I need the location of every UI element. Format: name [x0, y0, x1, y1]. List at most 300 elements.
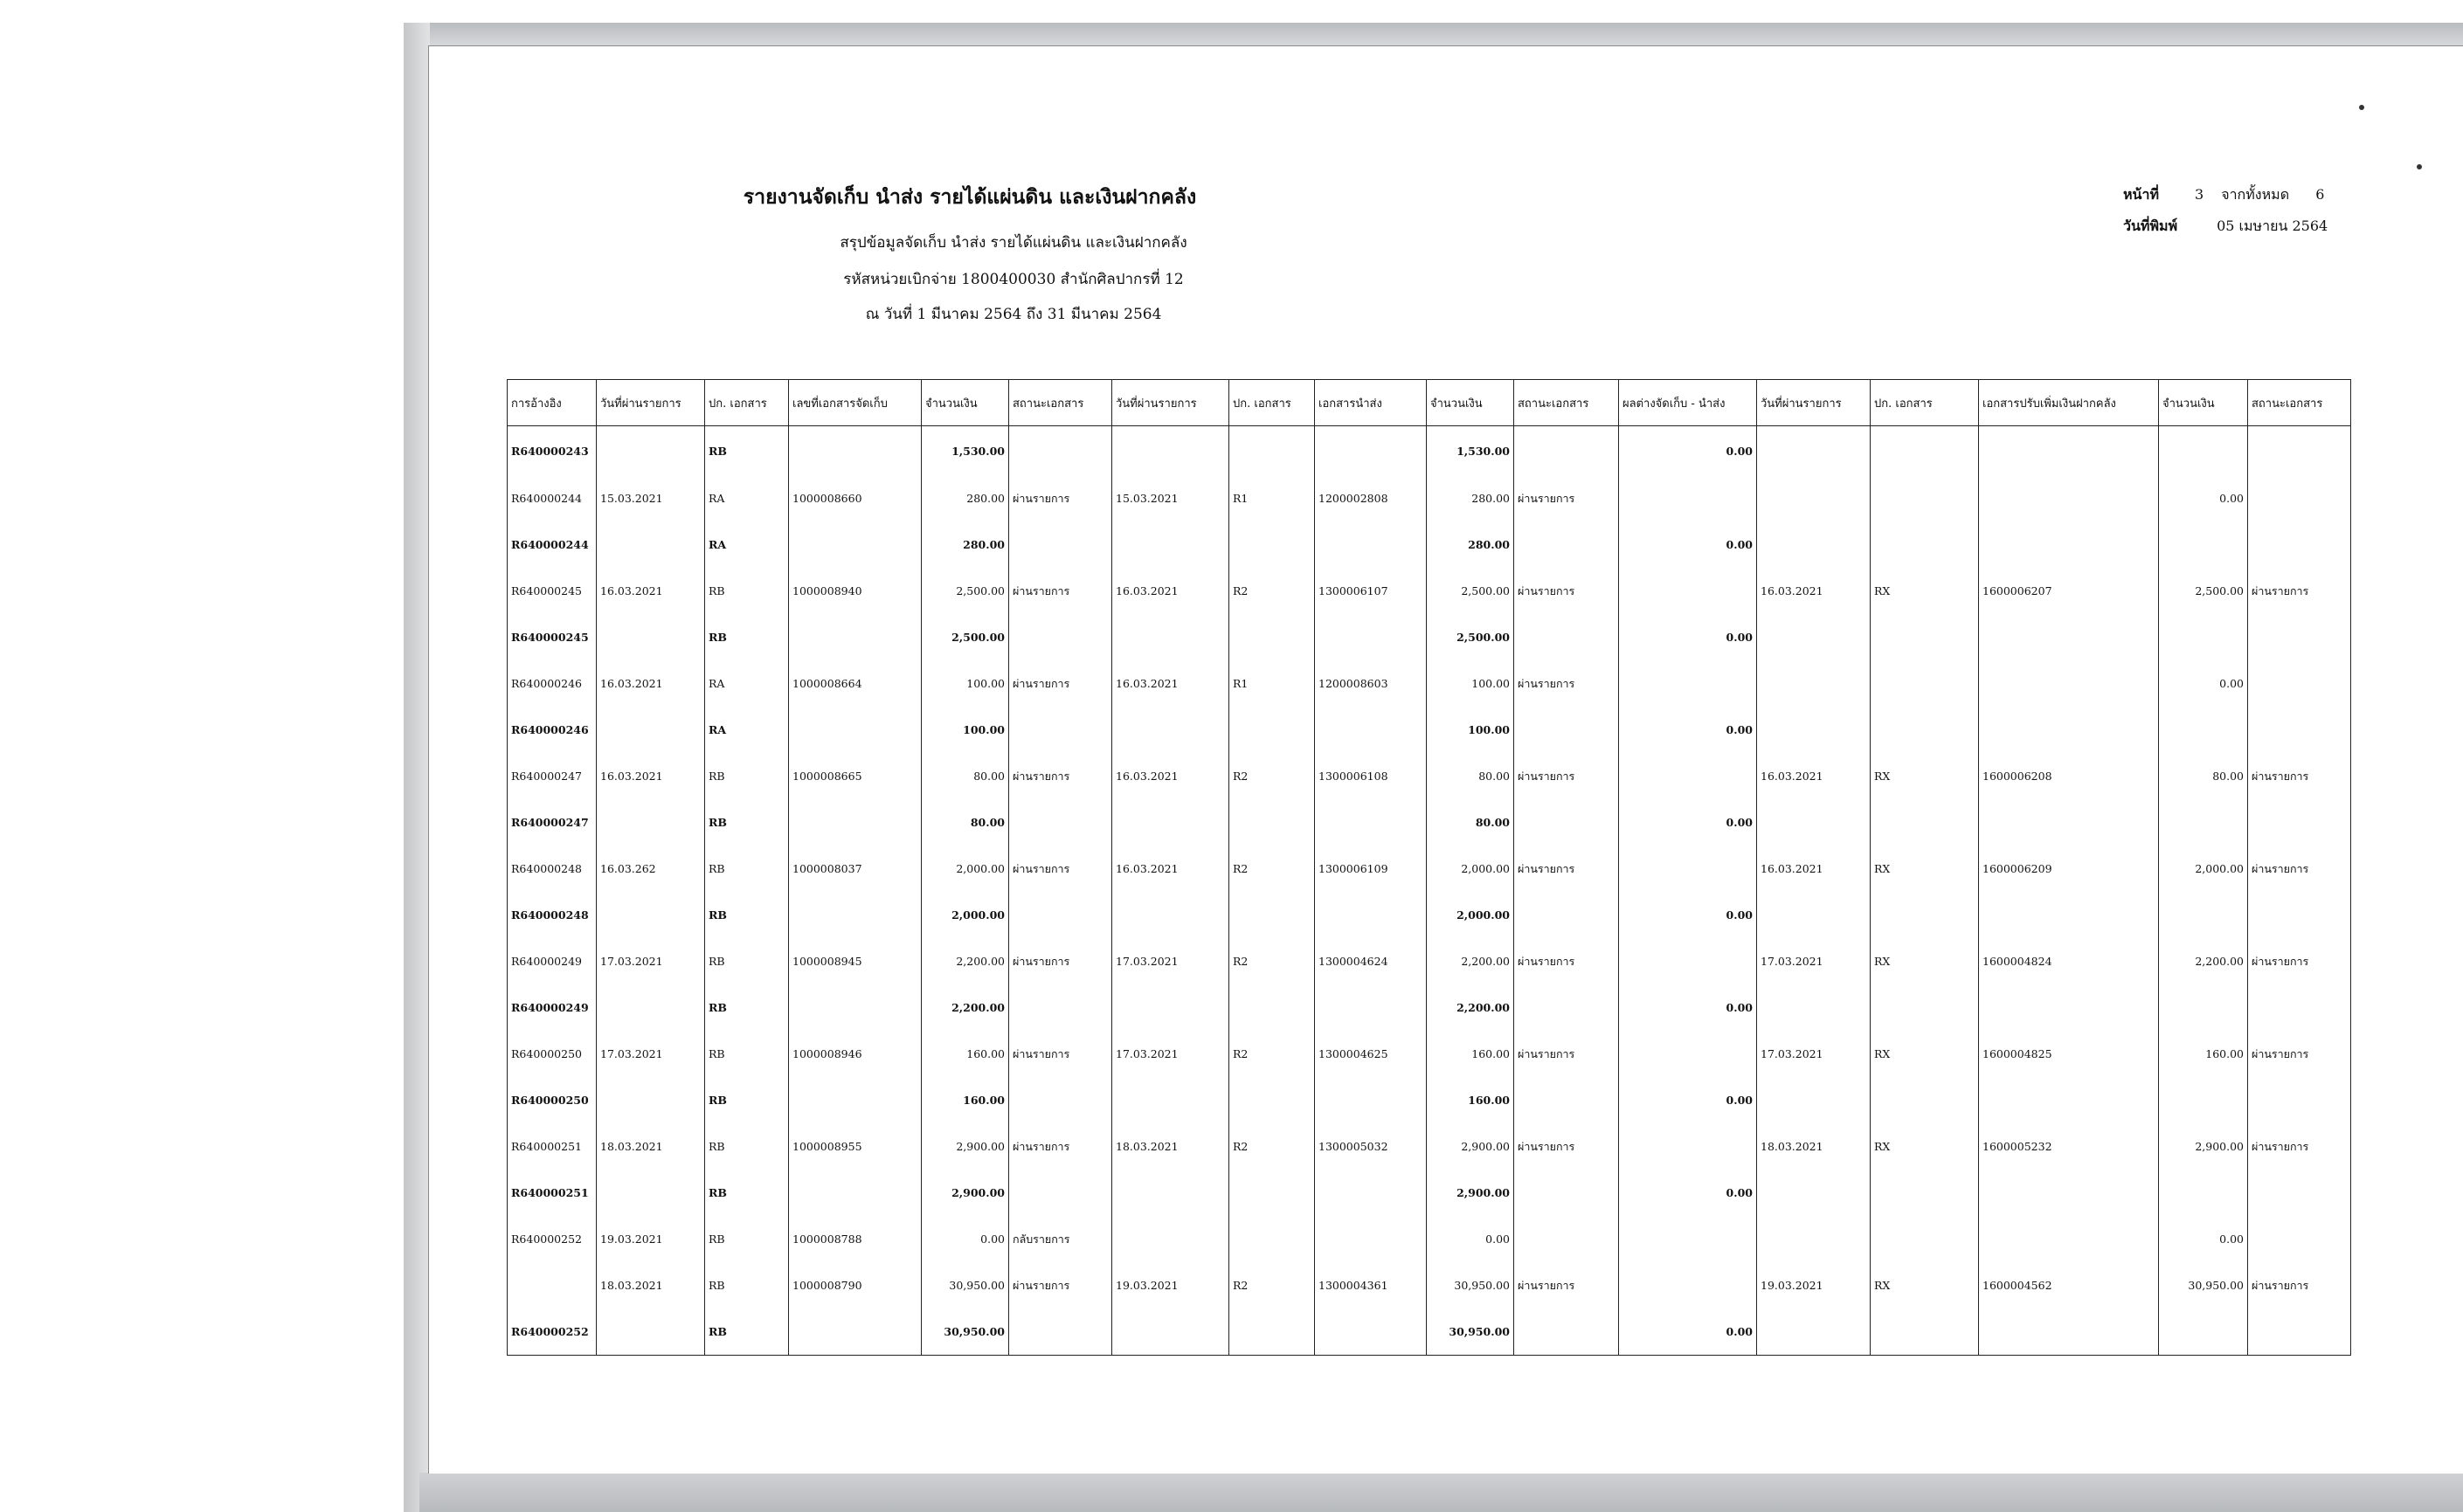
table-cell: ผ่านรายการ: [2248, 1123, 2351, 1170]
table-cell: [1979, 799, 2159, 846]
table-cell: ผ่านรายการ: [1009, 1031, 1112, 1077]
table-cell: ผ่านรายการ: [2248, 938, 2351, 984]
table-cell: 1300005032: [1315, 1123, 1427, 1170]
table-cell: [1315, 892, 1427, 938]
table-cell: 16.03.2021: [1757, 568, 1871, 614]
col-header: การอ้างอิง: [508, 380, 597, 426]
table-summary-row: [508, 1170, 2351, 1216]
table-cell: [1871, 1308, 1979, 1356]
table-cell: [1979, 614, 2159, 660]
table-cell: R2: [1229, 846, 1315, 892]
table-cell: R640000243: [508, 426, 597, 476]
table-cell: 1300004624: [1315, 938, 1427, 984]
table-cell: R2: [1229, 1262, 1315, 1308]
table-cell: [2159, 426, 2248, 476]
table-cell: 19.03.2021: [1757, 1262, 1871, 1308]
scan-speck: [2359, 105, 2364, 110]
table-cell: R640000251: [508, 1170, 597, 1216]
col-header: สถานะเอกสาร: [1514, 380, 1619, 426]
table-cell: [1009, 426, 1112, 476]
table-row: [508, 938, 2351, 984]
table-cell: 18.03.2021: [597, 1262, 705, 1308]
table-cell: 16.03.2021: [1112, 660, 1229, 707]
table-cell: [789, 1170, 922, 1216]
table-cell: 0.00: [2159, 475, 2248, 521]
table-cell: R640000248: [508, 892, 597, 938]
table-cell: [1315, 707, 1427, 753]
table-cell: [2248, 1308, 2351, 1356]
table-cell: 280.00: [1427, 475, 1514, 521]
table-cell: [1757, 799, 1871, 846]
table-cell: ผ่านรายการ: [1514, 846, 1619, 892]
table-row: [508, 1123, 2351, 1170]
table-cell: 2,900.00: [2159, 1123, 2248, 1170]
table-cell: [1979, 984, 2159, 1031]
col-header: จำนวนเงิน: [1427, 380, 1514, 426]
table-cell: 80.00: [922, 753, 1009, 799]
table-cell: R640000249: [508, 938, 597, 984]
table-cell: [597, 984, 705, 1031]
scan-speck: [2417, 164, 2422, 169]
col-header: เอกสารนำส่ง: [1315, 380, 1427, 426]
table-cell: [2248, 799, 2351, 846]
table-cell: [789, 892, 922, 938]
table-cell: 16.03.2021: [1112, 753, 1229, 799]
table-cell: 1300006108: [1315, 753, 1427, 799]
table-cell: [1619, 846, 1757, 892]
table-cell: RX: [1871, 846, 1979, 892]
table-cell: [1757, 1308, 1871, 1356]
table-cell: RB: [705, 1031, 789, 1077]
table-cell: 18.03.2021: [1112, 1123, 1229, 1170]
table-cell: [597, 892, 705, 938]
table-cell: [1112, 1308, 1229, 1356]
table-cell: 80.00: [922, 799, 1009, 846]
table-cell: [1979, 1077, 2159, 1123]
table-cell: RB: [705, 1123, 789, 1170]
table-cell: 2,900.00: [922, 1123, 1009, 1170]
table-cell: [1229, 984, 1315, 1031]
report-title: รายงานจัดเก็บ นำส่ง รายได้แผ่นดิน และเงินฝากคลัง: [743, 185, 1197, 209]
table-cell: 17.03.2021: [1757, 1031, 1871, 1077]
table-cell: [2248, 984, 2351, 1031]
table-cell: 19.03.2021: [1112, 1262, 1229, 1308]
table-summary-row: [508, 1308, 2351, 1356]
table-cell: RX: [1871, 938, 1979, 984]
table-cell: 1600006209: [1979, 846, 2159, 892]
table-cell: [1229, 1170, 1315, 1216]
table-cell: 1000008664: [789, 660, 922, 707]
table-cell: [1871, 426, 1979, 476]
table-cell: 2,200.00: [922, 938, 1009, 984]
table-cell: 1000008037: [789, 846, 922, 892]
print-date-info: [2123, 216, 2328, 238]
table-cell: [2248, 1077, 2351, 1123]
table-cell: 30,950.00: [1427, 1262, 1514, 1308]
table-cell: [2248, 707, 2351, 753]
col-header: ปก. เอกสาร: [1229, 380, 1315, 426]
table-cell: ผ่านรายการ: [1009, 568, 1112, 614]
table-cell: [1979, 1308, 2159, 1356]
table-cell: [597, 1308, 705, 1356]
table-cell: 16.03.2021: [597, 568, 705, 614]
table-cell: [2159, 892, 2248, 938]
table-cell: [1514, 1077, 1619, 1123]
table-cell: [1229, 614, 1315, 660]
table-cell: [1757, 1077, 1871, 1123]
table-cell: [1112, 799, 1229, 846]
table-cell: 2,200.00: [1427, 984, 1514, 1031]
table-cell: [1112, 892, 1229, 938]
table-cell: R640000247: [508, 753, 597, 799]
table-cell: [1979, 1216, 2159, 1262]
table-cell: [1315, 799, 1427, 846]
table-cell: [1757, 475, 1871, 521]
table-cell: 2,200.00: [2159, 938, 2248, 984]
table-cell: R640000247: [508, 799, 597, 846]
table-cell: RB: [705, 753, 789, 799]
table-cell: 100.00: [922, 707, 1009, 753]
table-cell: 30,950.00: [922, 1308, 1009, 1356]
table-cell: [1619, 568, 1757, 614]
table-cell: 0.00: [1619, 707, 1757, 753]
table-cell: 0.00: [1619, 521, 1757, 568]
table-cell: ผ่านรายการ: [2248, 1262, 2351, 1308]
table-cell: R2: [1229, 753, 1315, 799]
table-cell: 0.00: [1619, 1170, 1757, 1216]
table-cell: 1200008603: [1315, 660, 1427, 707]
table-cell: [1514, 426, 1619, 476]
table-cell: [1009, 1308, 1112, 1356]
table-cell: 1600004824: [1979, 938, 2159, 984]
table-summary-row: [508, 707, 2351, 753]
table-cell: [1112, 521, 1229, 568]
table-cell: 17.03.2021: [597, 938, 705, 984]
table-cell: [1009, 1170, 1112, 1216]
col-header: ปก. เอกสาร: [705, 380, 789, 426]
table-cell: RA: [705, 475, 789, 521]
table-cell: 30,950.00: [922, 1262, 1009, 1308]
table-cell: [2159, 521, 2248, 568]
print-date: 05 เมษายน 2564: [2217, 217, 2328, 234]
table-cell: [1112, 707, 1229, 753]
table-cell: 1000008946: [789, 1031, 922, 1077]
report-unit: รหัสหน่วยเบิกจ่าย 1800400030 สำนักศิลปากรที่ 12: [843, 271, 1184, 288]
table-cell: R640000246: [508, 660, 597, 707]
table-cell: 16.03.2021: [597, 660, 705, 707]
table-cell: 17.03.2021: [1112, 1031, 1229, 1077]
table-cell: R640000244: [508, 521, 597, 568]
table-cell: [1009, 892, 1112, 938]
table-cell: 2,500.00: [922, 568, 1009, 614]
col-header: วันที่ผ่านรายการ: [1757, 380, 1871, 426]
table-cell: 1300006109: [1315, 846, 1427, 892]
table-cell: RA: [705, 521, 789, 568]
table-cell: RB: [705, 846, 789, 892]
table-cell: [1229, 426, 1315, 476]
table-cell: 1600005232: [1979, 1123, 2159, 1170]
scan-border-left: [404, 23, 430, 1512]
table-cell: [1229, 892, 1315, 938]
table-cell: [1757, 984, 1871, 1031]
table-cell: 280.00: [1427, 521, 1514, 568]
table-cell: [1619, 753, 1757, 799]
table-cell: 17.03.2021: [1112, 938, 1229, 984]
table-cell: [1757, 426, 1871, 476]
table-cell: 2,900.00: [1427, 1170, 1514, 1216]
scan-border-top: [404, 23, 2463, 46]
table-cell: [2248, 521, 2351, 568]
table-cell: [1871, 660, 1979, 707]
table-cell: [789, 1077, 922, 1123]
table-cell: [1757, 614, 1871, 660]
table-cell: R640000245: [508, 568, 597, 614]
report-table: [507, 379, 2351, 1356]
report-period: ณ วันที่ 1 มีนาคม 2564 ถึง 31 มีนาคม 2564: [865, 306, 1162, 323]
table-cell: 2,000.00: [922, 846, 1009, 892]
col-header: วันที่ผ่านรายการ: [597, 380, 705, 426]
table-cell: R640000249: [508, 984, 597, 1031]
table-cell: [1871, 707, 1979, 753]
table-cell: [789, 984, 922, 1031]
table-cell: 160.00: [1427, 1031, 1514, 1077]
table-cell: [1871, 521, 1979, 568]
table-cell: [1619, 938, 1757, 984]
table-cell: [789, 799, 922, 846]
table-cell: [597, 426, 705, 476]
table-cell: [1979, 426, 2159, 476]
table-cell: [1871, 892, 1979, 938]
table-cell: 0.00: [1427, 1216, 1514, 1262]
table-cell: [1009, 984, 1112, 1031]
table-cell: [1514, 614, 1619, 660]
table-cell: 16.03.2021: [1112, 846, 1229, 892]
table-cell: ผ่านรายการ: [1514, 475, 1619, 521]
table-header-row: [508, 380, 2351, 426]
table-cell: 280.00: [922, 521, 1009, 568]
col-header: ผลต่างจัดเก็บ - นำส่ง: [1619, 380, 1757, 426]
table-cell: [2248, 1216, 2351, 1262]
table-cell: R640000252: [508, 1216, 597, 1262]
table-summary-row: [508, 426, 2351, 476]
table-cell: 2,200.00: [922, 984, 1009, 1031]
table-cell: [1514, 1216, 1619, 1262]
table-cell: [1229, 1077, 1315, 1123]
table-cell: ผ่านรายการ: [1514, 568, 1619, 614]
table-cell: [789, 614, 922, 660]
table-cell: 15.03.2021: [597, 475, 705, 521]
table-cell: ผ่านรายการ: [2248, 753, 2351, 799]
table-cell: 80.00: [1427, 799, 1514, 846]
table-cell: [1514, 1308, 1619, 1356]
table-cell: [1112, 614, 1229, 660]
table-cell: [2159, 707, 2248, 753]
table-summary-row: [508, 799, 2351, 846]
table-row: [508, 753, 2351, 799]
table-cell: 16.03.2021: [1757, 753, 1871, 799]
page-of-label: จากทั้งหมด: [2221, 186, 2290, 203]
table-cell: [789, 707, 922, 753]
table-cell: [1979, 1170, 2159, 1216]
table-cell: 80.00: [2159, 753, 2248, 799]
table-cell: 1000008940: [789, 568, 922, 614]
table-cell: [1009, 799, 1112, 846]
table-cell: RA: [705, 660, 789, 707]
table-cell: [1871, 1216, 1979, 1262]
table-cell: [1315, 1308, 1427, 1356]
table-cell: 16.03.2021: [597, 753, 705, 799]
table-cell: RB: [705, 1262, 789, 1308]
col-header: จำนวนเงิน: [2159, 380, 2248, 426]
table-cell: 2,000.00: [2159, 846, 2248, 892]
table-cell: [1757, 892, 1871, 938]
table-cell: RX: [1871, 568, 1979, 614]
page-info: [2123, 184, 2337, 206]
table-cell: RB: [705, 1077, 789, 1123]
table-cell: 1600004825: [1979, 1031, 2159, 1077]
table-row: [508, 660, 2351, 707]
table-cell: ผ่านรายการ: [1514, 753, 1619, 799]
scan-border-bottom: [419, 1473, 2463, 1512]
table-cell: ผ่านรายการ: [1009, 846, 1112, 892]
table-cell: 0.00: [2159, 660, 2248, 707]
table-cell: [1112, 426, 1229, 476]
table-cell: ผ่านรายการ: [1009, 753, 1112, 799]
table-cell: 19.03.2021: [597, 1216, 705, 1262]
table-cell: RX: [1871, 1262, 1979, 1308]
table-cell: [1514, 799, 1619, 846]
table-cell: 0.00: [1619, 614, 1757, 660]
col-header: วันที่ผ่านรายการ: [1112, 380, 1229, 426]
table-cell: [1229, 521, 1315, 568]
table-cell: 1000008945: [789, 938, 922, 984]
table-cell: 160.00: [922, 1031, 1009, 1077]
print-date-label: วันที่พิมพ์: [2123, 217, 2178, 234]
table-cell: [789, 1308, 922, 1356]
table-cell: [1757, 1216, 1871, 1262]
table-cell: [1979, 521, 2159, 568]
table-cell: [1871, 984, 1979, 1031]
table-cell: [597, 799, 705, 846]
table-cell: RB: [705, 938, 789, 984]
table-cell: R640000250: [508, 1031, 597, 1077]
table-cell: [2248, 426, 2351, 476]
table-cell: [2248, 1170, 2351, 1216]
table-cell: [1979, 475, 2159, 521]
table-cell: 160.00: [1427, 1077, 1514, 1123]
table-cell: [1229, 1216, 1315, 1262]
table-cell: 2,200.00: [1427, 938, 1514, 984]
table-cell: [597, 1170, 705, 1216]
table-cell: 2,000.00: [1427, 892, 1514, 938]
table-summary-row: [508, 1077, 2351, 1123]
table-cell: [2159, 1077, 2248, 1123]
table-cell: 1600006207: [1979, 568, 2159, 614]
table-cell: R2: [1229, 1123, 1315, 1170]
table-cell: [1315, 614, 1427, 660]
table-cell: [2159, 1308, 2248, 1356]
table-cell: [1315, 521, 1427, 568]
table-cell: ผ่านรายการ: [2248, 1031, 2351, 1077]
table-cell: RX: [1871, 1123, 1979, 1170]
table-cell: [1514, 984, 1619, 1031]
table-cell: ผ่านรายการ: [1009, 475, 1112, 521]
table-cell: 0.00: [2159, 1216, 2248, 1262]
table-cell: ผ่านรายการ: [1009, 938, 1112, 984]
table-cell: 1000008788: [789, 1216, 922, 1262]
table-cell: 16.03.2021: [1112, 568, 1229, 614]
table-cell: 1000008660: [789, 475, 922, 521]
table-cell: 0.00: [1619, 799, 1757, 846]
table-cell: 1200002808: [1315, 475, 1427, 521]
table-cell: R1: [1229, 660, 1315, 707]
table-cell: 100.00: [922, 660, 1009, 707]
table-cell: RB: [705, 892, 789, 938]
table-row: [508, 475, 2351, 521]
table-cell: RB: [705, 426, 789, 476]
table-cell: [1229, 799, 1315, 846]
table-cell: [2159, 984, 2248, 1031]
table-cell: [2159, 614, 2248, 660]
table-cell: [1619, 660, 1757, 707]
table-cell: 2,900.00: [922, 1170, 1009, 1216]
table-cell: 30,950.00: [1427, 1308, 1514, 1356]
table-cell: RB: [705, 799, 789, 846]
table-cell: [1619, 1031, 1757, 1077]
table-cell: [1315, 1077, 1427, 1123]
table-cell: R640000244: [508, 475, 597, 521]
table-cell: 2,500.00: [1427, 568, 1514, 614]
table-cell: RB: [705, 614, 789, 660]
table-cell: RB: [705, 1308, 789, 1356]
table-cell: [1514, 892, 1619, 938]
page-label: หน้าที่: [2123, 186, 2160, 203]
table-cell: R640000245: [508, 614, 597, 660]
table-cell: ผ่านรายการ: [1514, 1123, 1619, 1170]
table-cell: [1619, 1123, 1757, 1170]
table-summary-row: [508, 984, 2351, 1031]
table-row: [508, 846, 2351, 892]
table-cell: [1009, 521, 1112, 568]
table-cell: [1619, 1262, 1757, 1308]
table-cell: [1315, 426, 1427, 476]
table-cell: ผ่านรายการ: [1514, 938, 1619, 984]
table-cell: 1600004562: [1979, 1262, 2159, 1308]
table-cell: 1000008955: [789, 1123, 922, 1170]
table-summary-row: [508, 614, 2351, 660]
table-cell: [1979, 707, 2159, 753]
table-cell: [1757, 1170, 1871, 1216]
table-cell: 16.03.262: [597, 846, 705, 892]
table-cell: ผ่านรายการ: [2248, 568, 2351, 614]
table-cell: 1300006107: [1315, 568, 1427, 614]
page-number: 3: [2195, 186, 2204, 203]
table-cell: [1979, 660, 2159, 707]
table-cell: [1315, 1170, 1427, 1216]
table-cell: [2159, 1170, 2248, 1216]
table-cell: 17.03.2021: [1757, 938, 1871, 984]
table-cell: [1112, 1077, 1229, 1123]
page-total: 6: [2315, 186, 2325, 203]
table-cell: [1514, 707, 1619, 753]
table-cell: R2: [1229, 568, 1315, 614]
col-header: เอกสารปรับเพิ่มเงินฝากคลัง: [1979, 380, 2159, 426]
table-cell: [508, 1262, 597, 1308]
table-cell: R640000252: [508, 1308, 597, 1356]
table-cell: 1,530.00: [1427, 426, 1514, 476]
table-cell: 0.00: [1619, 1077, 1757, 1123]
table-cell: 1000008665: [789, 753, 922, 799]
